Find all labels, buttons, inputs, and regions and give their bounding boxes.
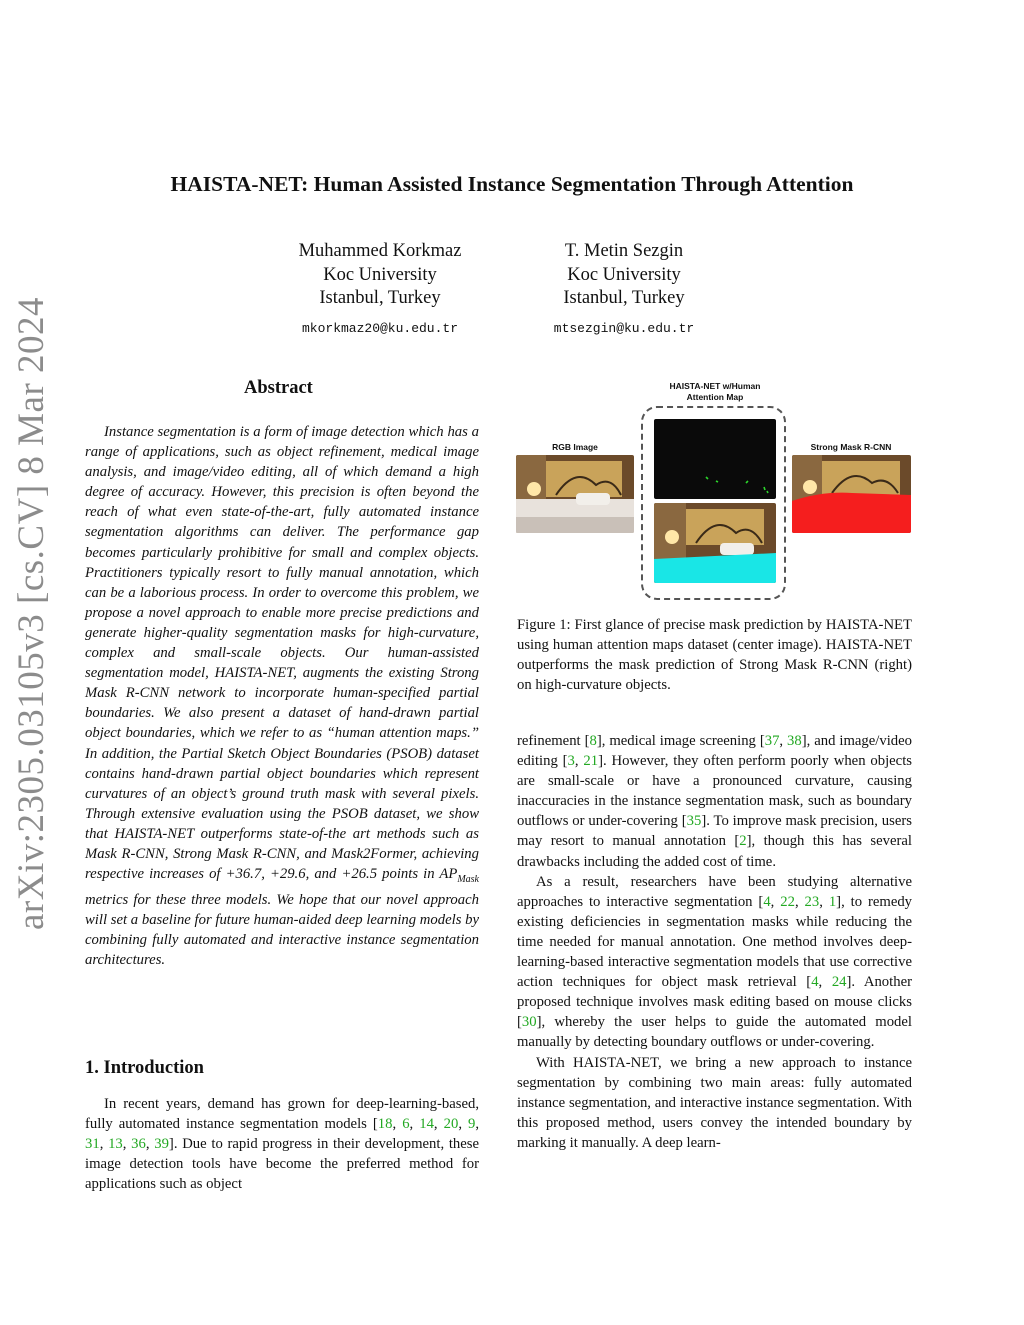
citation-link[interactable]: 2 [739, 833, 747, 850]
intro-text: In recent years, demand has grown for deep-learning-based, fully automated instance segmentation models [ [85, 1096, 479, 1133]
citation-link[interactable]: 8 [589, 733, 597, 749]
paper-title: HAISTA-NET: Human Assisted Instance Segmentation Through Attention [170, 172, 854, 196]
citation-link[interactable]: 18 [377, 1116, 393, 1133]
author-block-1 [250, 240, 510, 340]
label-strong-mask-rcnn: Strong Mask R-CNN [810, 442, 892, 452]
intro-paragraph-1: In recent years, demand has grown for deep-learning-based, fully automated instance segmentation models [18, 6, 14, 20, 9, 31, 13, 36, 39]. Due to rapid progress in their development, these image detection tools have become the preferred method for applications such as object [85, 1096, 480, 1193]
attention-map-image [654, 419, 776, 499]
citation-link[interactable]: 37 [764, 733, 780, 749]
citation-link[interactable]: 39 [154, 1136, 169, 1153]
citation-link[interactable]: 23 [804, 893, 820, 910]
author-name: T. Metin Sezgin [564, 241, 684, 261]
arxiv-identifier: arXiv:2305.03105v3 [cs.CV] 8 Mar 2024 [11, 296, 52, 930]
abstract-body: Instance segmentation is a form of image detection which has a range of applications, such as object refinement, medical image analysis, and image/video editing, all of which demand a high degree of accuracy. However, this precision is often beyond the reach of what even state-of-the-art, fully automated instance segmentation algorithms can deliver. The performance gap becomes particularly prohibitive for small and complex objects. Practitioners typically resort to fully manual annotation, which can be a laborious process. In order to overcome this problem, we propose a novel approach to enable more precise predictions and generate higher-quality segmentation masks for high-curvature, complex and small-scale objects. Our human-assisted segmentation model, HAISTA-NET, augments the existing Strong Mask R-CNN network to incorporate human-specified partial boundaries. We also present a dataset of hand-drawn partial object boundaries, which we refer to as “human attention maps.” In addition, the Partial Sketch Object Boundaries (PSOB) dataset contains hand-drawn partial object boundaries which represent curvatures of an object’s ground truth mask with several pixels. Through extensive evaluation using the PSOB dataset, we show that HAISTA-NET outperforms state-of-the art methods such as Mask R-CNN, Strong Mask R-CNN, and Mask2Former, achieving respective increases of +36.7, +29.6, and +26.5 points in AP [85, 424, 479, 883]
citation-link[interactable]: 3 [567, 753, 575, 770]
author-affiliation: Koc University [323, 264, 437, 285]
citation-link[interactable]: 22 [780, 893, 795, 910]
haista-net-result-image [654, 503, 776, 583]
citation-link[interactable]: 4 [811, 974, 819, 991]
citation-link[interactable]: 4 [763, 893, 771, 910]
right-column-text [517, 731, 912, 1153]
author-location: Istanbul, Turkey [319, 288, 441, 308]
col2-paragraph-1: refinement [8], medical image screening [37, 38], and image/video editing [3, 21]. However, they often perform poorly when objects are small-scale or have a pronounced curvature, causing inaccuracies in the instance segmentation mask, such as boundary outflows or under-covering [35]. To improve mask precision, users may resort to manual annotation [2], though this has several drawbacks including the added cost of time. [517, 733, 913, 870]
metric-subscript: Mask [457, 874, 479, 885]
citation-link[interactable]: 14 [419, 1116, 434, 1133]
abstract-text [85, 422, 479, 970]
citation-link[interactable]: 20 [443, 1116, 459, 1133]
citation-link[interactable]: 36 [131, 1136, 146, 1153]
introduction-heading: 1. Introduction [85, 1058, 204, 1078]
figure-caption: Figure 1: First glance of precise mask prediction by HAISTA-NET using human attention maps dataset (center image). HAISTA-NET outperforms the mask prediction of Strong Mask R-CNN (right) on high-curvature objects. [517, 617, 912, 694]
citation-link[interactable]: 13 [108, 1136, 123, 1153]
citation-link[interactable]: 30 [521, 1014, 537, 1031]
citation-link[interactable]: 35 [686, 813, 702, 830]
citation-link[interactable]: 38 [787, 733, 802, 749]
citation-link[interactable]: 1 [828, 893, 837, 910]
author-name: Muhammed Korkmaz [298, 241, 462, 261]
abstract-heading: Abstract [244, 378, 313, 398]
author-email[interactable]: mtsezgin@ku.edu.tr [553, 320, 695, 336]
introduction-paragraph [85, 1094, 479, 1194]
label-haista-net: HAISTA-NET w/Human Attention Map [669, 381, 761, 402]
citation-link[interactable]: 6 [402, 1116, 410, 1133]
col2-paragraph-3: With HAISTA-NET, we bring a new approach to instance segmentation by combining two main areas: fully automated instance segmentation, and interactive instance segmentation. With this proposed method, users convey the intended boundary by marking it manually. A deep learn- [517, 1054, 912, 1151]
citation-link[interactable]: 9 [468, 1116, 476, 1133]
abstract-body-end: metrics for these three models. We hope that our novel approach will set a baseline for future human-aided deep learning models by combining fully automated and interactive instance segmentation architectures. [85, 892, 479, 969]
rgb-image [516, 455, 634, 533]
author-block-2 [494, 240, 754, 340]
label-rgb-image: RGB Image [552, 442, 598, 452]
col2-paragraph-2: As a result, researchers have been studying alternative approaches to interactive segmentation [4, 22, 23, 1], to remedy existing deficiencies in segmentation masks while reducing the time needed for manual annotation. One method involves deep-learning-based interactive segmentation models that use corrective action techniques for object mask retrieval [4, 24]. Another proposed technique involves mask editing based on mouse clicks [30], whereby the user helps to guide the automated model manually by detecting boundary outflows or under-covering. [517, 873, 913, 1051]
intro-text: ]. Due to rapid progress in their development, these image detection tools have become the preferred method for applications such as object [85, 1136, 480, 1193]
citation-link[interactable]: 21 [583, 753, 599, 770]
author-location: Istanbul, Turkey [563, 288, 685, 308]
author-email[interactable]: mkorkmaz20@ku.edu.tr [301, 320, 459, 336]
author-affiliation: Koc University [567, 264, 681, 285]
strong-mask-rcnn-result-image [792, 455, 911, 533]
citation-link[interactable]: 31 [85, 1136, 100, 1153]
citation-link[interactable]: 24 [831, 974, 847, 991]
